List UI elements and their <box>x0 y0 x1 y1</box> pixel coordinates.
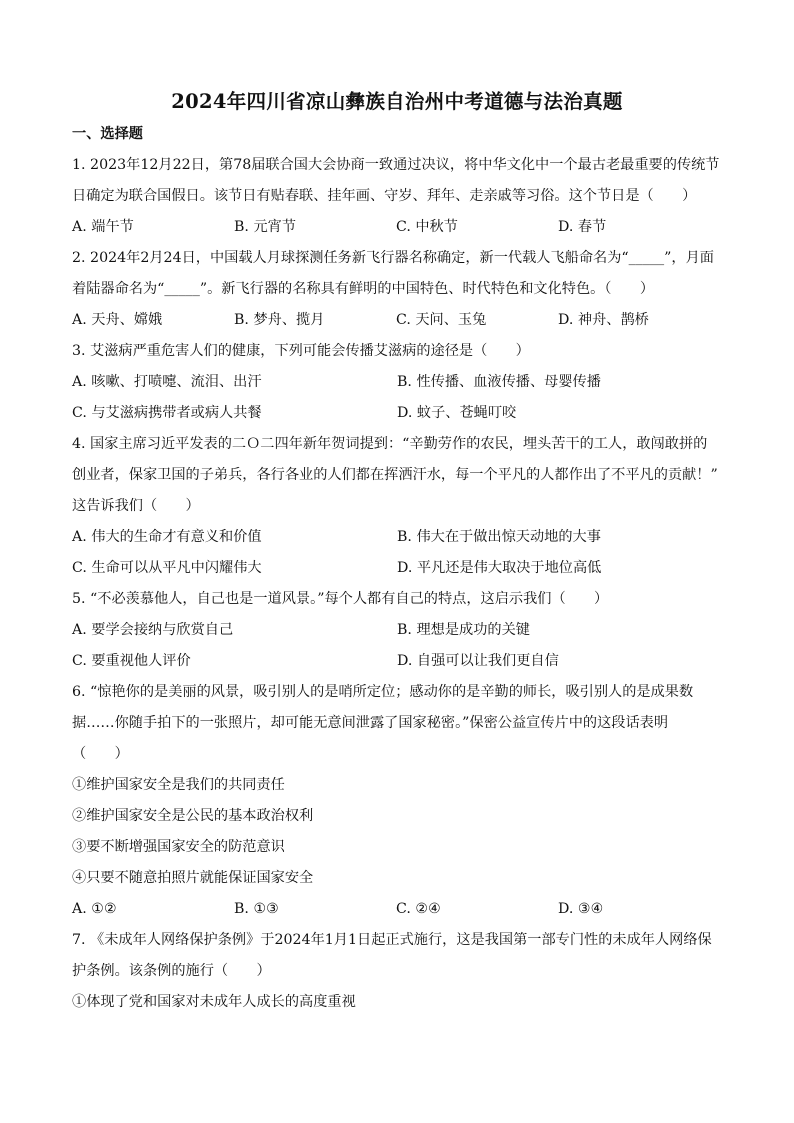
option-a: A. ①② <box>72 901 117 917</box>
option-c: C. 中秋节 <box>396 219 458 235</box>
option-d: D. ③④ <box>558 901 604 917</box>
option-b: B. 理想是成功的关键 <box>397 622 530 638</box>
option-c: C. 天问、玉兔 <box>396 312 487 328</box>
question-2 <box>72 243 722 336</box>
option-c: C. 要重视他人评价 <box>72 653 191 669</box>
option-c: C. 与艾滋病携带者或病人共餐 <box>72 405 262 421</box>
option-b: B. ①③ <box>234 901 279 917</box>
question-5 <box>72 584 722 677</box>
option-d: D. 蚊子、苍蝇叮咬 <box>397 405 517 421</box>
option-a: A. 咳嗽、打喷嚏、流泪、出汗 <box>72 374 262 390</box>
question-3 <box>72 336 722 429</box>
question-stem-line: 1. 2023年12月22日，第78届联合国大会协商一致通过决议，将中华文化中一个最古老最重要的传统节 <box>72 157 720 173</box>
question-4 <box>72 429 722 584</box>
question-stem-line: 4. 国家主席习近平发表的二Ｏ二四年新年贺词提到：“辛勤劳作的农民，埋头苦干的工人，敢闯敢拼的 <box>72 436 708 452</box>
question-1 <box>72 150 722 243</box>
question-stem-line: 着陆器命名为“_____”。新飞行器的名称具有鲜明的中国特色、时代特色和文化特色。（ ） <box>72 281 655 297</box>
question-stem-line: （ ） <box>72 746 129 762</box>
options-row <box>72 212 722 243</box>
options-row <box>72 398 722 429</box>
section-heading: 一、选择题 <box>72 126 143 142</box>
statement-1: ①维护国家安全是我们的共同责任 <box>72 777 285 793</box>
question-7 <box>72 925 722 1018</box>
question-stem-line: 创业者，保家卫国的子弟兵，各行各业的人们都在挥洒汗水，每一个平凡的人都作出了不平凡的贡献！” <box>72 467 718 483</box>
options-row <box>72 305 722 336</box>
exam-page <box>72 82 722 1018</box>
question-stem-line: 日确定为联合国假日。该节日有贴春联、挂年画、守岁、拜年、走亲戚等习俗。这个节日是（ ） <box>72 188 697 204</box>
options-row <box>72 367 722 398</box>
question-stem-line: 7. 《未成年人网络保护条例》于2024年1月1日起正式施行，这是我国第一部专门性的未成年人网络保 <box>72 932 712 948</box>
statement-4: ④只要不随意拍照片就能保证国家安全 <box>72 870 314 886</box>
options-row <box>72 646 722 677</box>
option-c: C. ②④ <box>396 901 441 917</box>
question-stem-line: 这告诉我们（ ） <box>72 498 200 514</box>
option-d: D. 自强可以让我们更自信 <box>397 653 559 669</box>
option-a: A. 端午节 <box>72 219 134 235</box>
options-row <box>72 522 722 553</box>
page-title: 2024年四川省凉山彝族自治州中考道德与法治真题 <box>171 90 623 113</box>
options-row <box>72 615 722 646</box>
question-6 <box>72 677 722 925</box>
option-a: A. 伟大的生命才有意义和价值 <box>72 529 262 545</box>
statement-3: ③要不断增强国家安全的防范意识 <box>72 839 285 855</box>
option-a: A. 天舟、嫦娥 <box>72 312 163 328</box>
option-a: A. 要学会接纳与欣赏自己 <box>72 622 234 638</box>
option-d: D. 神舟、鹊桥 <box>558 312 649 328</box>
options-row <box>72 553 722 584</box>
question-stem-line: 6. “惊艳你的是美丽的风景，吸引别人的是哨所定位；感动你的是辛勤的师长，吸引别人的是成果数 <box>72 684 694 700</box>
question-stem-line: 3. 艾滋病严重危害人们的健康，下列可能会传播艾滋病的途径是（ ） <box>72 343 530 359</box>
question-stem-line: 据……你随手拍下的一张照片，却可能无意间泄露了国家秘密。”保密公益宣传片中的这段话表明 <box>72 715 669 731</box>
option-b: B. 元宵节 <box>234 219 297 235</box>
question-stem-line: 护条例。该条例的施行（ ） <box>72 963 271 979</box>
option-c: C. 生命可以从平凡中闪耀伟大 <box>72 560 262 576</box>
option-b: B. 性传播、血液传播、母婴传播 <box>397 374 601 390</box>
question-stem-line: 2. 2024年2月24日，中国载人月球探测任务新飞行器名称确定，新一代载人飞船命名为“_____”，月面 <box>72 250 714 266</box>
statement-1: ①体现了党和国家对未成年人成长的高度重视 <box>72 994 356 1010</box>
statement-2: ②维护国家安全是公民的基本政治权利 <box>72 808 314 824</box>
option-d: D. 春节 <box>558 219 607 235</box>
option-b: B. 伟大在于做出惊天动地的大事 <box>397 529 601 545</box>
question-stem-line: 5. “不必羡慕他人，自己也是一道风景。”每个人都有自己的特点，这启示我们（ ） <box>72 591 609 607</box>
option-b: B. 梦舟、揽月 <box>234 312 325 328</box>
options-row <box>72 894 722 925</box>
option-d: D. 平凡还是伟大取决于地位高低 <box>397 560 602 576</box>
